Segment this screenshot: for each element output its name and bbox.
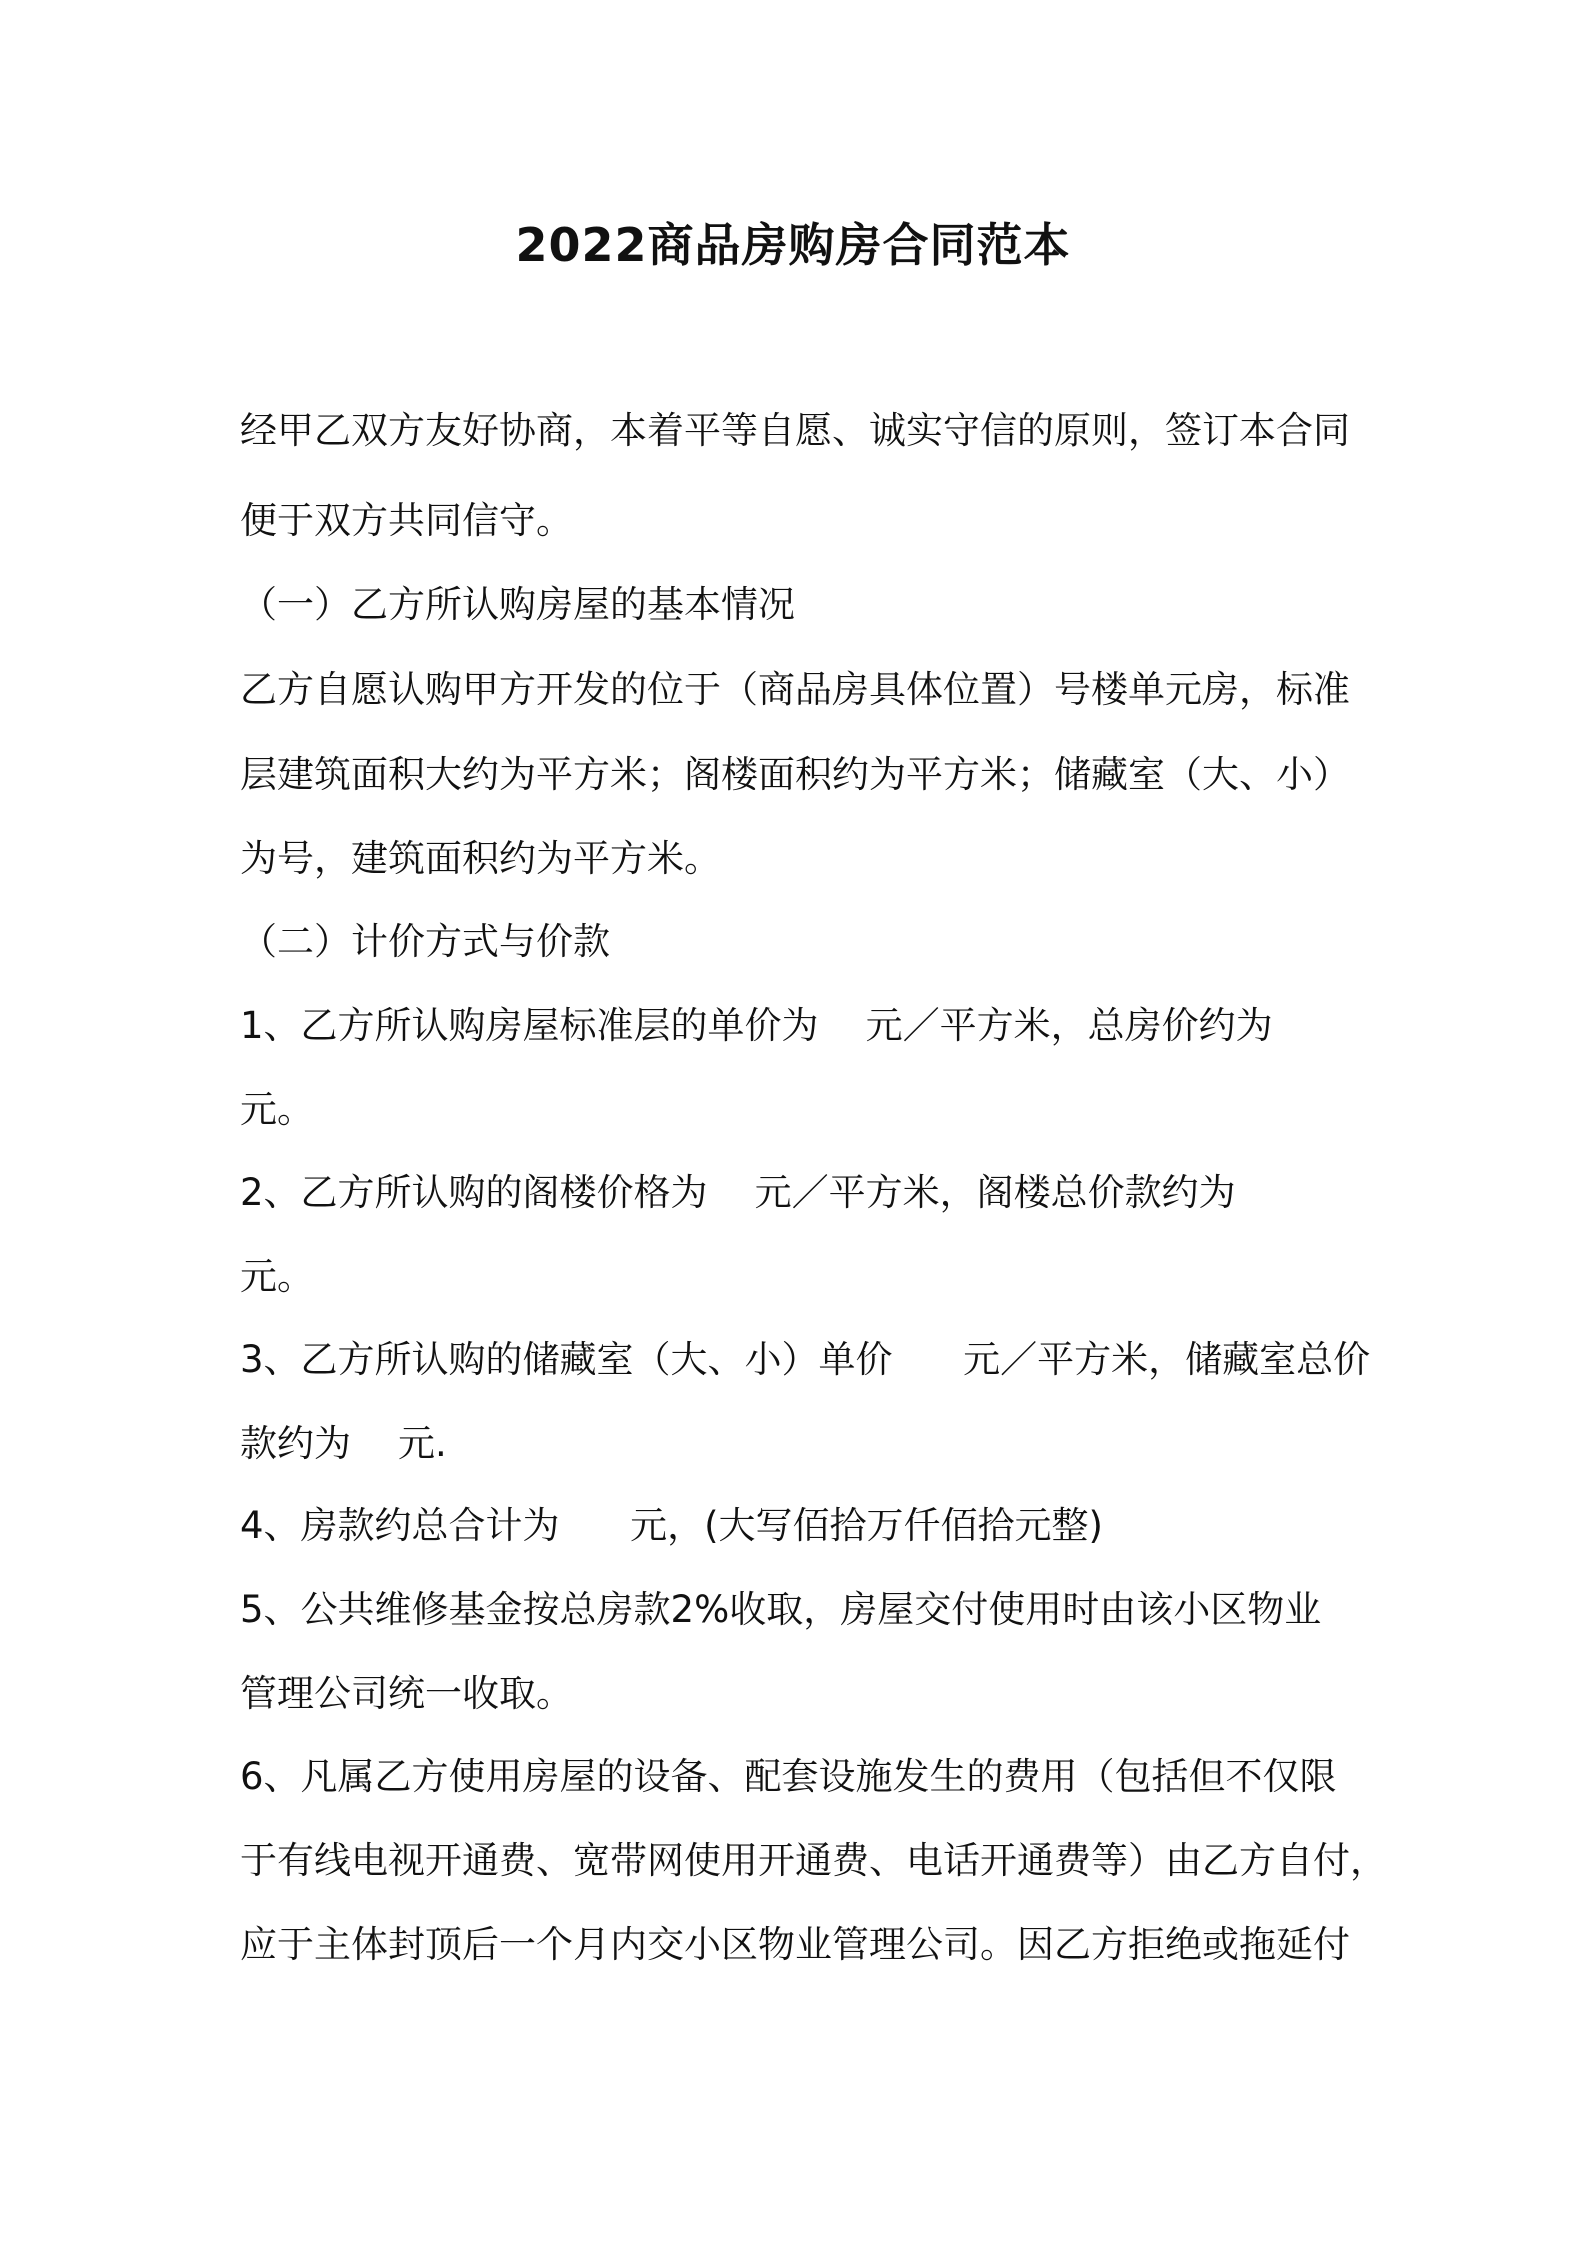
body-text-line: 应于主体封顶后一个月内交小区物业管理公司。因乙方拒绝或拖延付 <box>240 1923 1350 1966</box>
body-text-line: 于有线电视开通费、宽带网使用开通费、电话开通费等）由乙方自付， <box>240 1839 1387 1882</box>
clause-2: 2、乙方所认购的阁楼价格为 元／平方米，阁楼总价款约为 <box>240 1171 1236 1214</box>
body-text-line: 元。 <box>240 1088 314 1131</box>
body-text-line: 为号，建筑面积约为平方米。 <box>240 837 721 880</box>
clause-1: 1、乙方所认购房屋标准层的单价为 元／平方米，总房价约为 <box>240 1004 1273 1047</box>
clause-6: 6、凡属乙方使用房屋的设备、配套设施发生的费用（包括但不仅限 <box>240 1755 1337 1798</box>
body-text-line: 经甲乙双方友好协商，本着平等自愿、诚实守信的原则，签订本合同 <box>240 409 1350 452</box>
body-text-line: 款约为 元. <box>240 1422 447 1465</box>
clause-5: 5、公共维修基金按总房款2%收取，房屋交付使用时由该小区物业 <box>240 1588 1322 1631</box>
section-heading-1: （一）乙方所认购房屋的基本情况 <box>240 583 795 626</box>
body-text-line: 便于双方共同信守。 <box>240 499 573 542</box>
clause-3: 3、乙方所认购的储藏室（大、小）单价 元／平方米，储藏室总价 <box>240 1338 1371 1381</box>
clause-4: 4、房款约总合计为 元，(大写佰拾万仟佰拾元整) <box>240 1504 1103 1547</box>
body-text-line: 乙方自愿认购甲方开发的位于（商品房具体位置）号楼单元房，标准 <box>240 668 1350 711</box>
body-text-line: 管理公司统一收取。 <box>240 1672 573 1715</box>
body-text-line: 元。 <box>240 1255 314 1298</box>
document-title: 2022商品房购房合同范本 <box>515 218 1071 272</box>
body-text-line: 层建筑面积大约为平方米；阁楼面积约为平方米；储藏室（大、小） <box>240 753 1350 796</box>
section-heading-2: （二）计价方式与价款 <box>240 920 610 963</box>
